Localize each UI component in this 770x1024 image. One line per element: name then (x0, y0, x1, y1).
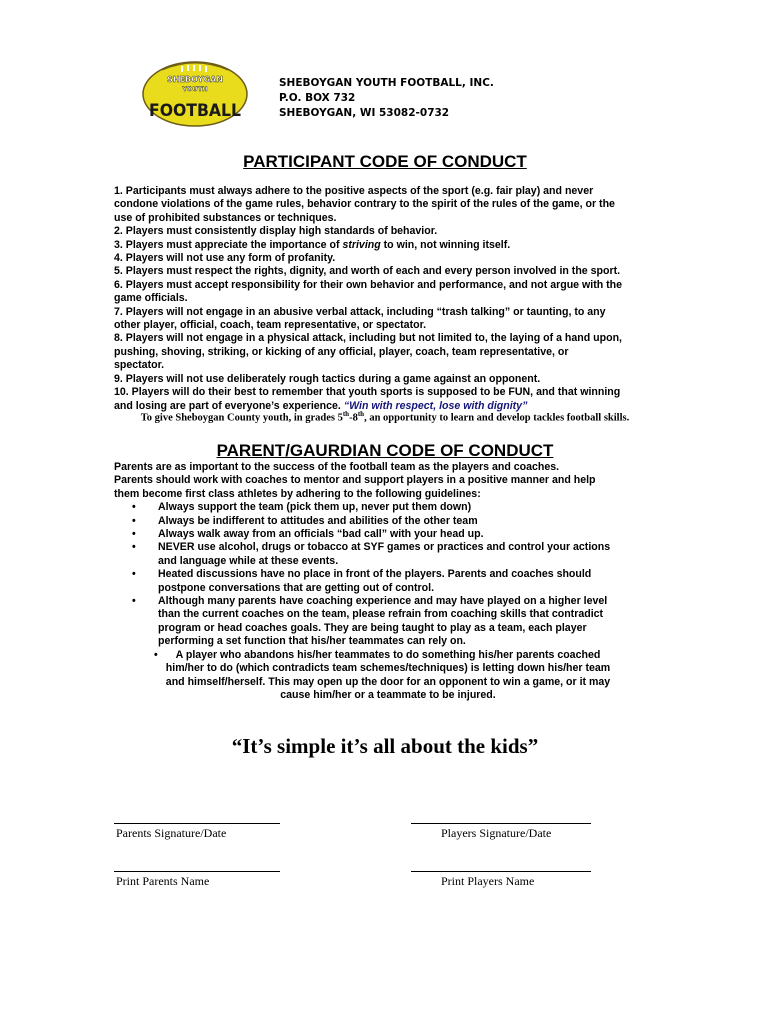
rule-line: 6. Players must accept responsibility for their own behavior and performance, and not argue with the (114, 278, 623, 291)
intro-line: Parents are as important to the success of the football team as the players and coaches. (114, 461, 560, 473)
list-item: • Always support the team (pick them up, never put them down) (132, 501, 472, 514)
bullet-icon: • (132, 541, 136, 554)
rule-line: other player, official, coach, team representative, or spectator. (114, 319, 427, 332)
rule-line: 10. Players will do their best to remember that youth sports is supposed to be FUN, and that winning (114, 386, 621, 399)
players-signature-label: Players Signature/Date (441, 826, 552, 840)
intro-line: Parents should work with coaches to mentor and support players in a positive manner and help (114, 474, 596, 487)
rule-line: 4. Players will not use any form of profanity. (114, 252, 336, 265)
rule-line: 8. Players will not engage in a physical attack, including but not limited to, the laying of a hand upon, (114, 332, 622, 345)
players-name-line[interactable] (411, 871, 591, 872)
rule-line: pushing, shoving, striking, or kicking of any official, player, coach, team representative, or (114, 345, 569, 358)
rule-line: 7. Players will not engage in an abusive verbal attack, including “trash talking” or taunting, to any (114, 305, 606, 318)
city-state-zip: SHEBOYGAN, WI 53082-0732 (279, 107, 450, 119)
intro-line: them become first class athletes by adhering to the following guidelines: (114, 487, 481, 500)
participant-code-title: PARTICIPANT CODE OF CONDUCT (243, 152, 527, 171)
slogan: “Win with respect, lose with dignity” (343, 399, 528, 412)
players-signature-line[interactable] (411, 823, 591, 824)
rule-line: 2. Players must consistently display high standards of behavior. (114, 225, 438, 238)
emphasis-striving: striving (342, 238, 381, 251)
rule-line: game officials. (114, 292, 188, 305)
rule-line: condone violations of the game rules, behavior contrary to the spirit of the rules of the game, or the (114, 198, 615, 211)
players-name-label: Print Players Name (441, 874, 535, 888)
list-item: • Heated discussions have no place in front of the players. Parents and coaches should postpone conversations that are getting out of control. (132, 568, 592, 594)
program-purpose-note: To give Sheboygan County youth, in grades 5th-8th, an opportunity to learn and develop tackles football skills. (140, 410, 630, 424)
sub-list-item: • A player who abandons his/her teammates to do something his/her parents coached him/her to do (which contradicts team schemes/techniques) is letting down his/her team and himself/herself. This may open up the door for an opponent to win a game, or it may cause him/her or a teammate to be injured. (154, 648, 611, 701)
bullet-icon: • (132, 514, 136, 527)
parent-guidelines (114, 461, 674, 702)
parents-name-label: Print Parents Name (116, 874, 210, 888)
rule-line: 1. Participants must always adhere to the positive aspects of the sport (e.g. fair play) and never (114, 185, 594, 197)
closing-quote: “It’s simple it’s all about the kids” (231, 734, 539, 758)
rule-line: 3. Players must appreciate the importance of striving to win, not winning itself. (114, 238, 511, 251)
rule-line: 9. Players will not use deliberately rough tactics during a game against an opponent. (114, 372, 541, 385)
list-item: • Always be indifferent to attitudes and abilities of the other team (132, 514, 478, 527)
rule-line: 5. Players must respect the rights, dignity, and worth of each and every person involved in the sport. (114, 265, 621, 278)
bullet-icon: • (132, 568, 136, 581)
organization-address (279, 76, 494, 121)
rule-line: use of prohibited substances or techniques. (114, 211, 337, 224)
parents-name-line[interactable] (114, 871, 280, 872)
bullet-icon: • (132, 528, 136, 541)
rule-line: and losing are part of everyone’s experience. “Win with respect, lose with dignity” (114, 399, 528, 412)
org-name: SHEBOYGAN YOUTH FOOTBALL, INC. (279, 77, 494, 89)
league-logo (140, 58, 250, 136)
svg-text:SHEBOYGAN: SHEBOYGAN (167, 75, 223, 84)
parents-signature-label: Parents Signature/Date (116, 826, 227, 840)
bullet-icon: • (132, 501, 136, 514)
list-item: • NEVER use alcohol, drugs or tobacco at SYF games or practices and control your actions and language while at these events. (132, 541, 611, 567)
parents-signature-line[interactable] (114, 823, 280, 824)
list-item: • Always walk away from an officials “bad call” with your head up. (132, 528, 484, 541)
rule-line: spectator. (114, 359, 165, 372)
svg-text:FOOTBALL: FOOTBALL (149, 101, 242, 121)
participant-rules (114, 185, 662, 413)
parent-code-title: PARENT/GAURDIAN CODE OF CONDUCT (216, 441, 554, 460)
bullet-icon: • (154, 648, 158, 661)
list-item: • Although many parents have coaching experience and may have played on a higher level than the current coaches on the team, please refrain from coaching skills that contradict program or head coaches goals. They are being taught to play as a team, each player performing a set function that his/her teammates can rely on. (132, 595, 608, 648)
bullet-icon: • (132, 595, 136, 608)
po-box: P.O. BOX 732 (279, 92, 356, 104)
guideline-list (114, 501, 674, 648)
svg-text:YOUTH: YOUTH (182, 85, 208, 93)
